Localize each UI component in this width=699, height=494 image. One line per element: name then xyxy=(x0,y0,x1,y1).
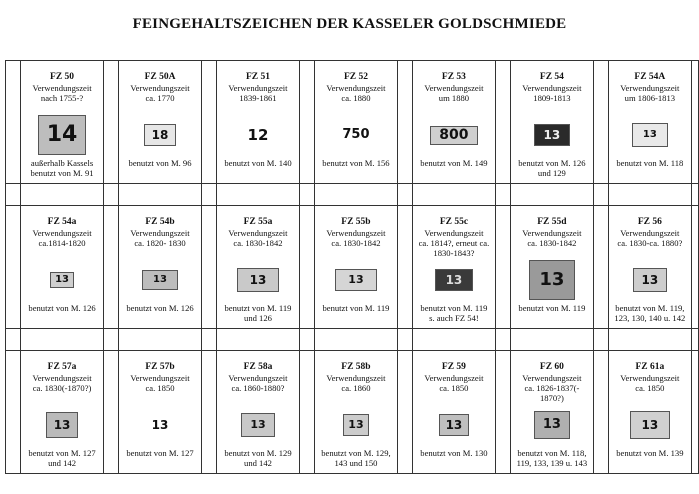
usage-line: ca. 1850 xyxy=(439,383,469,393)
usage-period xyxy=(315,83,397,113)
hallmark-stamp: 13 xyxy=(529,260,575,300)
grid-gutter xyxy=(103,61,118,184)
hallmark-stamp: 14 xyxy=(38,115,86,155)
hallmark-stamp: 13 xyxy=(435,269,473,291)
hallmark-cell xyxy=(413,206,496,329)
hallmark-cell xyxy=(217,351,300,474)
hallmark-stamp-area xyxy=(119,260,201,300)
spacer-cell xyxy=(593,329,608,351)
hallmark-cell xyxy=(21,206,104,329)
hallmark-stamp-area xyxy=(315,115,397,155)
used-by-line: benutzt von M. 126 xyxy=(126,303,194,313)
hallmark-row xyxy=(6,351,699,474)
usage-period xyxy=(609,373,691,403)
usage-period xyxy=(217,228,299,258)
hallmark-cell xyxy=(217,206,300,329)
hallmark-id: FZ 54A xyxy=(634,72,666,82)
used-by xyxy=(511,158,593,178)
hallmark-stamp-area xyxy=(21,405,103,445)
usage-line: Verwendungszeit xyxy=(130,228,190,238)
used-by xyxy=(119,448,201,458)
hallmark-stamp-area xyxy=(21,260,103,300)
used-by-line: und 142 xyxy=(244,458,272,468)
used-by xyxy=(609,448,691,458)
usage-period xyxy=(119,228,201,258)
hallmark-stamp: 13 xyxy=(630,411,670,439)
usage-period xyxy=(511,83,593,113)
spacer-cell xyxy=(103,329,118,351)
spacer-cell xyxy=(495,329,510,351)
usage-line: Verwendungszeit xyxy=(424,228,484,238)
spacer-cell xyxy=(201,329,216,351)
hallmark-id: FZ 50 xyxy=(50,72,75,82)
hallmark-stamp-area xyxy=(413,405,495,445)
grid-gutter xyxy=(103,351,118,474)
used-by-line: benutzt von M. 119 xyxy=(420,303,488,313)
used-by xyxy=(413,303,495,323)
grid-gutter xyxy=(6,61,21,184)
usage-line: ca. 1770 xyxy=(145,93,175,103)
hallmark-cell xyxy=(217,61,300,184)
usage-line: Verwendungszeit xyxy=(32,228,92,238)
hallmark-stamp-area xyxy=(21,115,103,155)
hallmark-id: FZ 55d xyxy=(537,217,567,227)
usage-period xyxy=(21,228,103,258)
used-by xyxy=(413,448,495,458)
hallmark-stamp: 13 xyxy=(142,270,178,290)
usage-line: 1839-1861 xyxy=(239,93,277,103)
hallmark-cell xyxy=(315,206,398,329)
hallmark-stamp: 13 xyxy=(633,268,667,292)
usage-line: ca. 1830-1842 xyxy=(527,238,577,248)
hallmark-id: FZ 54a xyxy=(47,217,77,227)
hallmark-stamp-area xyxy=(217,260,299,300)
usage-line: Verwendungszeit xyxy=(620,373,680,383)
hallmark-cell xyxy=(510,206,593,329)
usage-line: Verwendungszeit xyxy=(326,373,386,383)
used-by-line: benutzt von M. 127 xyxy=(28,448,96,458)
spacer-cell xyxy=(413,184,496,206)
hallmark-stamp-area xyxy=(511,405,593,445)
hallmark-stamp-area xyxy=(511,115,593,155)
grid-gutter xyxy=(495,351,510,474)
spacer-cell xyxy=(413,329,496,351)
hallmark-cell xyxy=(510,351,593,474)
usage-line: Verwendungszeit xyxy=(228,228,288,238)
usage-line: ca. 1830-ca. 1880? xyxy=(617,238,683,248)
usage-period xyxy=(413,83,495,113)
hallmark-id: FZ 61a xyxy=(635,362,665,372)
hallmark-stamp-area xyxy=(119,405,201,445)
usage-line: Verwendungszeit xyxy=(326,83,386,93)
used-by xyxy=(21,448,103,468)
grid-gutter xyxy=(495,61,510,184)
grid-gutter xyxy=(397,61,412,184)
grid-edge xyxy=(691,61,698,184)
spacer-cell xyxy=(21,329,104,351)
usage-line: 1809-1813 xyxy=(533,93,571,103)
usage-period xyxy=(217,373,299,403)
hallmark-stamp: 800 xyxy=(430,126,478,145)
spacer-cell xyxy=(510,329,593,351)
hallmark-stamp: 13 xyxy=(534,124,570,146)
used-by-line: benutzt von M. 91 xyxy=(30,168,94,178)
used-by-line: 123, 130, 140 u. 142 xyxy=(614,313,686,323)
used-by xyxy=(119,303,201,313)
hallmark-stamp: 13 xyxy=(632,123,668,147)
used-by-line: 119, 133, 139 u. 143 xyxy=(516,458,588,468)
spacer-cell xyxy=(21,184,104,206)
usage-line: Verwendungszeit xyxy=(326,228,386,238)
hallmark-cell xyxy=(413,351,496,474)
spacer-cell xyxy=(397,184,412,206)
spacer-cell xyxy=(608,329,691,351)
usage-period xyxy=(119,83,201,113)
used-by-line: benutzt von M. 126 xyxy=(518,158,586,168)
hallmark-id: FZ 52 xyxy=(343,72,368,82)
spacer-cell xyxy=(495,184,510,206)
used-by xyxy=(315,303,397,313)
usage-line: Verwendungszeit xyxy=(228,83,288,93)
spacer-cell xyxy=(510,184,593,206)
used-by xyxy=(217,448,299,468)
hallmark-stamp: 13 xyxy=(46,412,78,438)
usage-line: Verwendungszeit xyxy=(522,83,582,93)
hallmark-id: FZ 55a xyxy=(243,217,273,227)
spacer-cell xyxy=(593,184,608,206)
used-by-line: außerhalb Kassels xyxy=(30,158,94,168)
grid-gutter xyxy=(201,61,216,184)
used-by-line: benutzt von M. 96 xyxy=(128,158,192,168)
grid-edge xyxy=(691,206,698,329)
spacer-cell xyxy=(6,184,21,206)
used-by-line: benutzt von M. 118 xyxy=(616,158,684,168)
hallmark-cell xyxy=(21,351,104,474)
spacer-cell xyxy=(691,184,698,206)
used-by-line: benutzt von M. 139 xyxy=(616,448,684,458)
usage-line: Verwendungszeit xyxy=(130,83,190,93)
usage-line: Verwendungszeit xyxy=(522,228,582,238)
hallmark-stamp: 13 xyxy=(241,413,275,437)
grid-gutter xyxy=(593,206,608,329)
grid-gutter xyxy=(201,351,216,474)
usage-line: ca. 1860 xyxy=(341,383,371,393)
used-by xyxy=(119,158,201,168)
hallmark-id: FZ 55c xyxy=(439,217,469,227)
used-by-line: benutzt von M. 149 xyxy=(420,158,488,168)
hallmark-cell xyxy=(608,351,691,474)
spacer-row xyxy=(6,329,699,351)
used-by-line: benutzt von M. 140 xyxy=(224,158,292,168)
used-by xyxy=(21,303,103,313)
grid-gutter xyxy=(593,351,608,474)
usage-line: 1870?) xyxy=(539,393,564,403)
spacer-cell xyxy=(608,184,691,206)
used-by-line: benutzt von M. 119 xyxy=(518,303,586,313)
usage-period xyxy=(609,228,691,258)
usage-line: Verwendungszeit xyxy=(228,373,288,383)
hallmark-id: FZ 55b xyxy=(341,217,371,227)
hallmark-stamp-area xyxy=(315,405,397,445)
grid-gutter xyxy=(397,351,412,474)
hallmark-cell xyxy=(608,206,691,329)
usage-period xyxy=(413,373,495,403)
usage-line: Verwendungszeit xyxy=(424,373,484,383)
used-by xyxy=(511,303,593,313)
usage-period xyxy=(511,228,593,258)
hallmark-id: FZ 54 xyxy=(539,72,564,82)
spacer-cell xyxy=(217,329,300,351)
used-by xyxy=(217,158,299,168)
spacer-cell xyxy=(691,329,698,351)
usage-line: um 1806-1813 xyxy=(624,93,676,103)
used-by-line: und 126 xyxy=(244,313,272,323)
used-by xyxy=(217,303,299,323)
usage-line: ca. 1880 xyxy=(341,93,371,103)
usage-line: Verwendungszeit xyxy=(32,83,92,93)
hallmark-stamp: 750 xyxy=(342,127,370,142)
hallmark-stamp-area xyxy=(315,260,397,300)
hallmark-stamp: 13 xyxy=(335,269,377,291)
hallmark-id: FZ 56 xyxy=(637,217,662,227)
grid-gutter xyxy=(495,206,510,329)
hallmark-stamp: 13 xyxy=(439,414,469,436)
page-title: FEINGEHALTSZEICHEN DER KASSELER GOLDSCHMIEDE xyxy=(132,16,567,32)
usage-line: Verwendungszeit xyxy=(130,373,190,383)
grid-gutter xyxy=(397,206,412,329)
used-by xyxy=(21,158,103,178)
hallmark-id: FZ 54b xyxy=(145,217,175,227)
usage-line: Verwendungszeit xyxy=(424,83,484,93)
usage-period xyxy=(21,373,103,403)
hallmark-stamp: 13 xyxy=(237,268,279,292)
usage-line: Verwendungszeit xyxy=(32,373,92,383)
spacer-cell xyxy=(119,329,202,351)
hallmark-row xyxy=(6,206,699,329)
usage-line: ca. 1850 xyxy=(145,383,175,393)
hallmark-id: FZ 58a xyxy=(243,362,273,372)
hallmark-stamp: 13 xyxy=(50,272,74,288)
usage-period xyxy=(315,373,397,403)
usage-period xyxy=(413,228,495,258)
usage-line: 1830-1843? xyxy=(433,248,475,258)
hallmark-cell xyxy=(119,206,202,329)
used-by-line: benutzt von M. 119 xyxy=(322,303,390,313)
used-by xyxy=(315,158,397,168)
spacer-cell xyxy=(201,184,216,206)
usage-period xyxy=(217,83,299,113)
spacer-cell xyxy=(103,184,118,206)
hallmark-stamp-area xyxy=(217,405,299,445)
usage-period xyxy=(609,83,691,113)
hallmark-stamp-area xyxy=(609,115,691,155)
hallmark-stamp: 12 xyxy=(247,126,269,144)
grid-gutter xyxy=(299,351,314,474)
hallmark-cell xyxy=(315,61,398,184)
hallmark-id: FZ 51 xyxy=(245,72,270,82)
hallmark-id: FZ 57a xyxy=(47,362,77,372)
hallmark-row xyxy=(6,61,699,184)
hallmark-cell xyxy=(315,351,398,474)
usage-line: ca. 1830(-1870?) xyxy=(32,383,92,393)
used-by-line: benutzt von M. 118, xyxy=(517,448,587,458)
hallmark-stamp-area xyxy=(609,260,691,300)
usage-line: ca. 1830-1842 xyxy=(331,238,381,248)
spacer-cell xyxy=(315,184,398,206)
hallmark-id: FZ 60 xyxy=(539,362,564,372)
hallmark-id: FZ 57b xyxy=(145,362,175,372)
usage-line: ca. 1830-1842 xyxy=(233,238,283,248)
hallmark-stamp: 13 xyxy=(151,418,169,432)
hallmark-stamp: 18 xyxy=(144,124,176,146)
used-by xyxy=(609,303,691,323)
hallmark-stamp: 13 xyxy=(343,414,369,436)
hallmark-stamp-area xyxy=(119,115,201,155)
hallmark-stamp-area xyxy=(413,260,495,300)
usage-period xyxy=(315,228,397,258)
hallmark-stamp-area xyxy=(511,260,593,300)
hallmark-cell xyxy=(119,61,202,184)
used-by-line: 143 und 150 xyxy=(334,458,378,468)
used-by-line: benutzt von M. 119 xyxy=(224,303,292,313)
spacer-cell xyxy=(299,184,314,206)
spacer-cell xyxy=(217,184,300,206)
grid-gutter xyxy=(593,61,608,184)
hallmark-stamp-area xyxy=(413,115,495,155)
used-by-line: benutzt von M. 129 xyxy=(224,448,292,458)
usage-period xyxy=(21,83,103,113)
hallmark-id: FZ 50A xyxy=(144,72,176,82)
used-by-line: s. auch FZ 54! xyxy=(429,313,479,323)
hallmark-cell xyxy=(510,61,593,184)
spacer-cell xyxy=(299,329,314,351)
grid-gutter xyxy=(299,206,314,329)
spacer-cell xyxy=(397,329,412,351)
grid-gutter xyxy=(299,61,314,184)
usage-period xyxy=(119,373,201,403)
hallmark-id: FZ 58b xyxy=(341,362,371,372)
hallmark-stamp: 13 xyxy=(534,411,570,439)
used-by-line: benutzt von M. 119, xyxy=(615,303,685,313)
used-by xyxy=(315,448,397,468)
used-by-line: und 129 xyxy=(537,168,566,178)
used-by-line: benutzt von M. 129, xyxy=(321,448,391,458)
spacer-cell xyxy=(119,184,202,206)
used-by xyxy=(609,158,691,168)
grid-edge xyxy=(691,351,698,474)
hallmark-stamp-area xyxy=(609,405,691,445)
usage-period xyxy=(511,373,593,403)
spacer-row xyxy=(6,184,699,206)
hallmark-id: FZ 53 xyxy=(441,72,466,82)
hallmark-stamp-area xyxy=(217,115,299,155)
hallmark-id: FZ 59 xyxy=(441,362,466,372)
used-by-line: benutzt von M. 127 xyxy=(126,448,194,458)
spacer-cell xyxy=(6,329,21,351)
usage-line: Verwendungszeit xyxy=(620,228,680,238)
used-by-line: und 142 xyxy=(48,458,77,468)
hallmark-cell xyxy=(413,61,496,184)
usage-line: nach 1755-? xyxy=(40,93,84,103)
used-by-line: benutzt von M. 130 xyxy=(420,448,488,458)
hallmark-table xyxy=(5,60,699,474)
grid-gutter xyxy=(6,351,21,474)
used-by xyxy=(511,448,593,468)
usage-line: ca. 1850 xyxy=(635,383,665,393)
hallmark-cell xyxy=(608,61,691,184)
usage-line: ca. 1820- 1830 xyxy=(134,238,186,248)
usage-line: ca. 1860-1880? xyxy=(231,383,285,393)
grid-gutter xyxy=(201,206,216,329)
hallmark-cell xyxy=(119,351,202,474)
used-by-line: benutzt von M. 156 xyxy=(322,158,390,168)
used-by xyxy=(413,158,495,168)
usage-line: Verwendungszeit xyxy=(620,83,680,93)
usage-line: ca.1814-1820 xyxy=(38,238,86,248)
used-by-line: benutzt von M. 126 xyxy=(28,303,96,313)
usage-line: Verwendungszeit xyxy=(522,373,582,383)
hallmark-cell xyxy=(21,61,104,184)
grid-gutter xyxy=(103,206,118,329)
usage-line: ca. 1814?, erneut ca. xyxy=(418,238,490,248)
spacer-cell xyxy=(315,329,398,351)
usage-line: um 1880 xyxy=(438,93,470,103)
grid-gutter xyxy=(6,206,21,329)
usage-line: ca. 1826-1837(- xyxy=(524,383,580,393)
